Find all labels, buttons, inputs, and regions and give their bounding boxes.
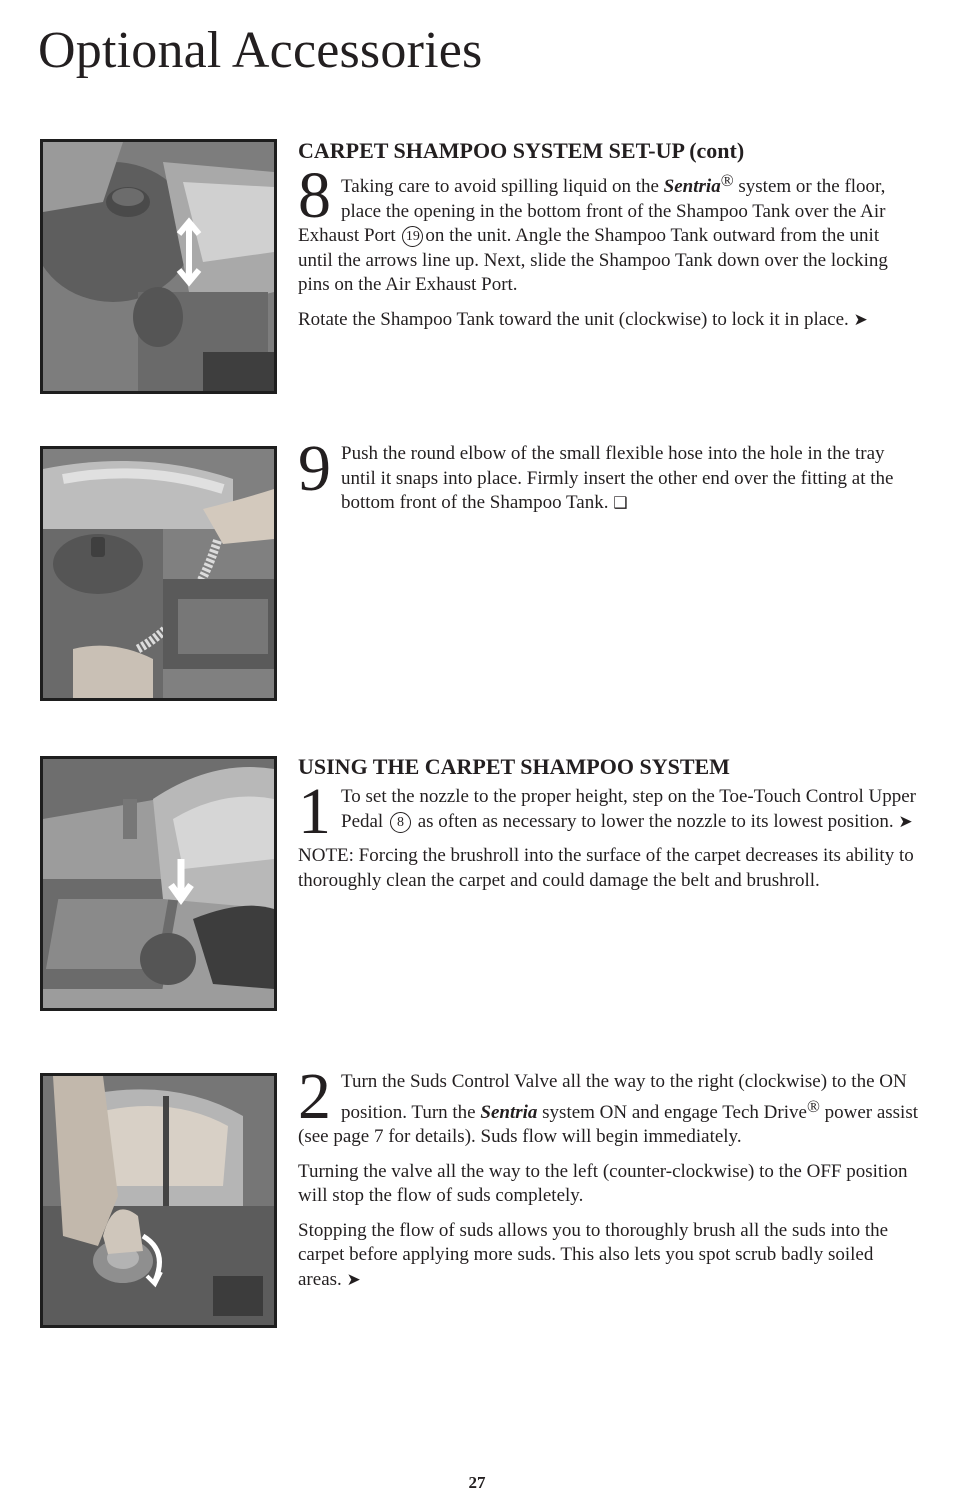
using-heading: USING THE CARPET SHAMPOO SYSTEM <box>298 754 730 779</box>
step-8-paragraph-2-text: Rotate the Shampoo Tank toward the unit (clockwise) to lock it in place. <box>298 308 849 330</box>
step-8-text-a: Taking care to avoid spilling liquid on the <box>341 176 664 197</box>
suds-valve-photo <box>40 1073 277 1328</box>
step-9 <box>298 432 918 516</box>
step-1-paragraph <box>298 785 918 834</box>
step-9-paragraph <box>298 432 918 516</box>
using-section <box>298 753 918 893</box>
continue-arrow-icon: ➤ <box>898 811 913 832</box>
step-2-text-b: system ON and engage Tech Drive <box>537 1101 807 1123</box>
section-end-box-icon: ❑ <box>613 493 628 512</box>
setup-heading: CARPET SHAMPOO SYSTEM SET-UP (cont) <box>298 138 745 163</box>
step-2-section <box>298 1060 919 1292</box>
step-1-number: 1 <box>298 775 331 848</box>
step-1-text-a: To set the nozzle to the proper height, step on the Toe-Touch Control Upper Pedal <box>341 786 917 832</box>
step-2-number: 2 <box>298 1060 331 1133</box>
step-2-paragraph-2: Turning the valve all the way to the left (counter-clockwise) to the OFF position will stop the flow of suds completely. <box>298 1160 908 1206</box>
step-8-text-c: on the unit. Angle the Shampoo Tank outward from the unit until the arrows line up. Next, slide the Shampoo Tank down over the locking pins on the Air Exhaust Port. <box>298 225 888 295</box>
brand-name: Sentria <box>663 176 721 197</box>
step-9-section <box>298 432 918 516</box>
step-2-paragraph-3 <box>298 1219 918 1293</box>
step-1-text-b: as often as necessary to lower the nozzle to its lowest position. <box>412 810 894 832</box>
step-1-note: NOTE: Forcing the brushroll into the surface of the carpet decreases its ability to thoroughly clean the carpet and could damage the belt and brushroll. <box>298 845 914 891</box>
step-8-number: 8 <box>298 159 331 232</box>
step-1 <box>298 775 918 848</box>
setup-section <box>298 137 918 332</box>
step-8 <box>298 159 918 298</box>
step-2-text-a: Turn the Suds Control Valve all the way to the right (clockwise) to the ON position. Turn the <box>341 1071 907 1123</box>
brand-name: Sentria <box>480 1101 538 1123</box>
step-9-number: 9 <box>298 432 331 505</box>
continue-arrow-icon: ➤ <box>853 309 868 330</box>
continue-arrow-icon: ➤ <box>346 1269 361 1290</box>
nozzle-height-photo <box>40 756 277 1011</box>
part-reference-19: 19 <box>402 226 423 247</box>
step-2 <box>298 1060 919 1150</box>
step-8-text-b: system or the floor, place the opening in the bottom front of the Shampoo Tank over the Air Exhaust Port <box>298 176 886 246</box>
registered-mark: ® <box>720 171 734 190</box>
registered-mark: ® <box>806 1096 820 1116</box>
part-reference-8: 8 <box>390 812 411 833</box>
page-title: Optional Accessories <box>38 22 483 79</box>
step-2-paragraph-3-text: Stopping the flow of suds allows you to thoroughly brush all the suds into the carpet before applying more suds. This also lets you spot scrub badly soiled areas. <box>298 1219 889 1290</box>
hose-insertion-photo <box>40 446 277 701</box>
step-9-text: Push the round elbow of the small flexible hose into the hole in the tray until it snaps into place. Firmly insert the other end over the fitting at the bottom front of the Shampoo Tank. <box>341 443 894 513</box>
shampoo-tank-placement-photo <box>40 139 277 394</box>
page-number: 27 <box>468 1473 486 1492</box>
step-8-paragraph-2 <box>298 308 918 333</box>
step-2-text-c: power assist (see page 7 for details). Suds flow will begin immediately. <box>298 1101 919 1147</box>
